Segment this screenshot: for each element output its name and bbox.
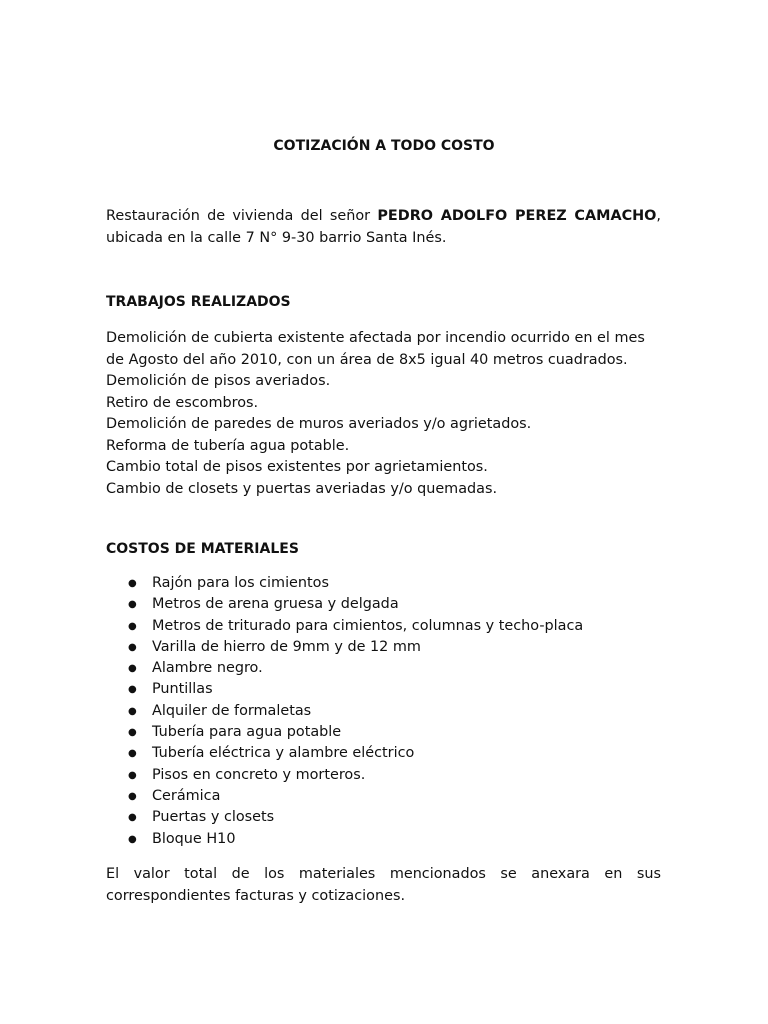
document-title: COTIZACIÓN A TODO COSTO <box>273 138 495 154</box>
list-item: ● Puertas y closets <box>128 807 583 828</box>
bullet-dot-icon: ● <box>128 833 137 845</box>
list-item: ● Cerámica <box>128 786 583 807</box>
closing-line: El valor total de los materiales mencionados se anexara en sus <box>106 866 661 882</box>
works-line: Demolición de cubierta existente afectada por incendio ocurrido en el mes <box>106 330 645 346</box>
closing-paragraph <box>106 864 661 907</box>
list-item: ● Varilla de hierro de 9mm y de 12 mm <box>128 637 583 658</box>
owner-name: PEDRO ADOLFO PEREZ CAMACHO <box>377 208 657 224</box>
works-line: Demolición de paredes de muros averiados y/o agrietados. <box>106 416 532 432</box>
list-item: ● Tubería eléctrica y alambre eléctrico <box>128 743 583 764</box>
works-list <box>106 328 661 500</box>
works-heading: TRABAJOS REALIZADOS <box>106 294 291 310</box>
bullet-dot-icon: ● <box>128 790 137 802</box>
bullet-dot-icon: ● <box>128 599 137 611</box>
bullet-dot-icon: ● <box>128 663 137 675</box>
list-item: ● Alambre negro. <box>128 658 583 679</box>
intro-suffix: , <box>656 208 661 224</box>
intro-paragraph <box>106 206 661 249</box>
bullet-dot-icon: ● <box>128 705 137 717</box>
works-line: de Agosto del año 2010, con un área de 8x5 igual 40 metros cuadrados. <box>106 351 628 368</box>
bullet-dot-icon: ● <box>128 578 137 589</box>
intro-prefix: Restauración de vivienda del señor <box>106 208 378 224</box>
bullet-dot-icon: ● <box>128 727 137 739</box>
list-item: ● Bloque H10 <box>128 829 583 850</box>
list-item: ● Pisos en concreto y morteros. <box>128 765 583 786</box>
works-line: Cambio de closets y puertas averiadas y/o quemadas. <box>106 480 498 497</box>
bullet-dot-icon: ● <box>128 684 137 696</box>
closing-line: correspondientes facturas y cotizaciones. <box>106 887 406 904</box>
bullet-dot-icon: ● <box>128 812 137 824</box>
list-item: ● Metros de triturado para cimientos, columnas y techo-placa <box>128 616 583 637</box>
list-item: ● Puntillas <box>128 679 583 700</box>
list-item: ● Metros de arena gruesa y delgada <box>128 594 583 615</box>
bullet-dot-icon: ● <box>128 769 137 781</box>
list-item: ● Rajón para los cimientos <box>128 573 583 594</box>
materials-list <box>128 573 583 850</box>
materials-heading: COSTOS DE MATERIALES <box>106 541 299 557</box>
works-line: Cambio total de pisos existentes por agrietamientos. <box>106 459 488 475</box>
intro-address: ubicada en la calle 7 N° 9-30 barrio Santa Inés. <box>106 229 447 246</box>
bullet-dot-icon: ● <box>128 641 137 653</box>
list-item: ● Tubería para agua potable <box>128 722 583 743</box>
works-line: Reforma de tubería agua potable. <box>106 437 350 454</box>
works-line: Demolición de pisos averiados. <box>106 373 331 389</box>
list-item: ● Alquiler de formaletas <box>128 701 583 722</box>
bullet-dot-icon: ● <box>128 620 137 632</box>
bullet-dot-icon: ● <box>128 748 137 760</box>
works-line: Retiro de escombros. <box>106 394 259 411</box>
